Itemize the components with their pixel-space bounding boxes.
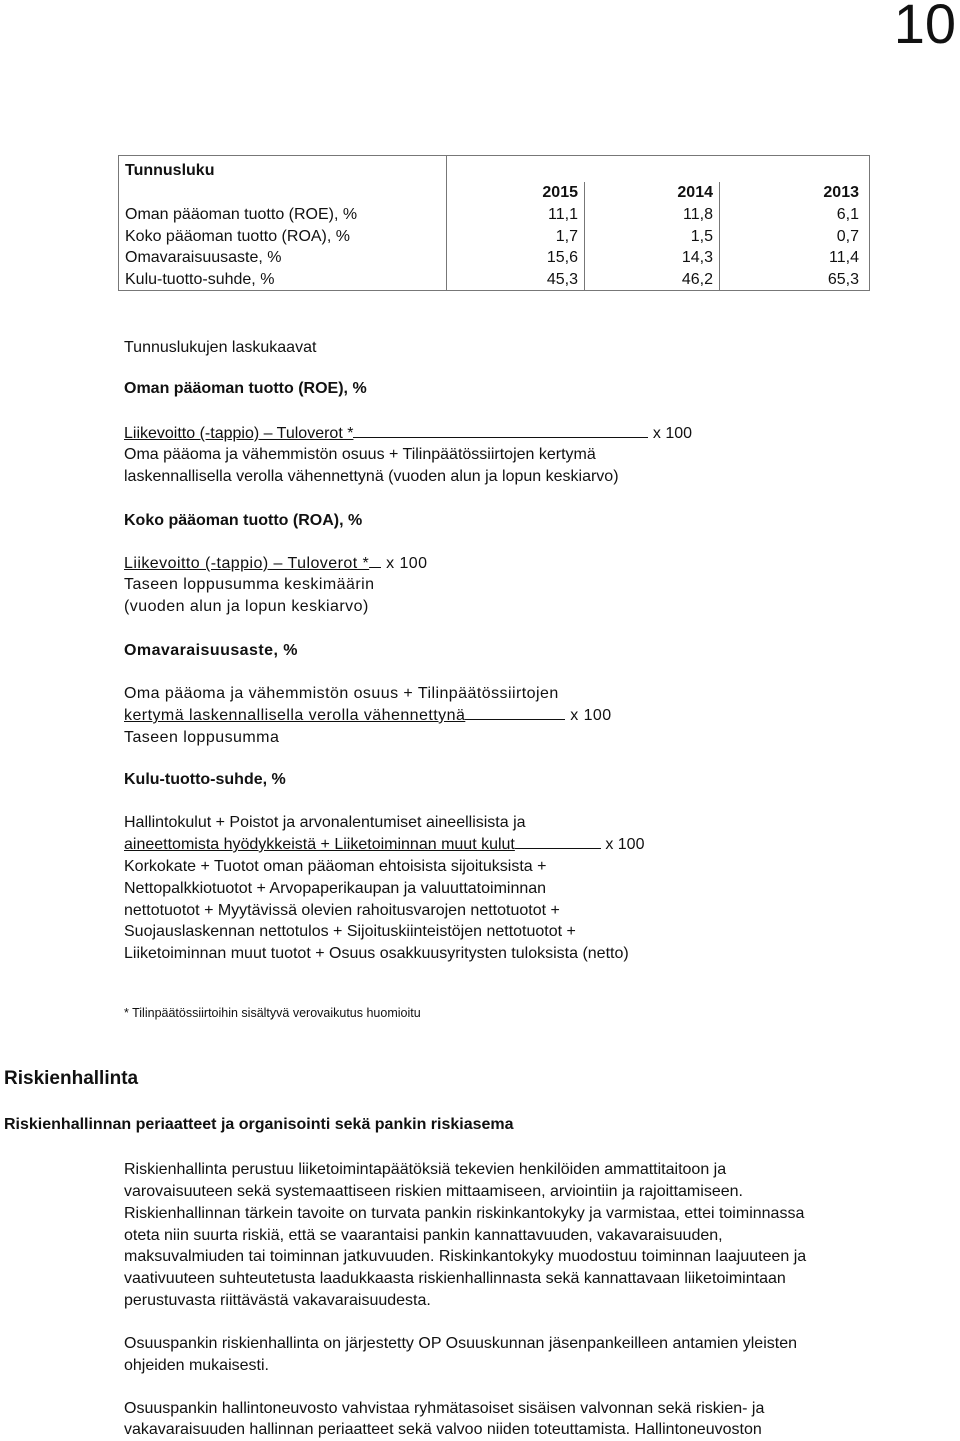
cell-value: 15,6 <box>447 247 585 269</box>
roe-numerator: Liikevoitto (-tappio) – Tuloverot * x 100 <box>124 425 693 442</box>
cost-income-denominator: Liiketoiminnan muut tuotot + Osuus osakkuusyritysten tuloksista (netto) <box>124 945 629 962</box>
cost-income-title: Kulu-tuotto-suhde, % <box>124 771 286 788</box>
cost-income-multiplier: x 100 <box>605 836 645 853</box>
cell-value: 65,3 <box>720 269 870 291</box>
cost-income-numerator: Hallintokulut + Poistot ja arvonalentumiset aineellisista ja <box>124 814 526 831</box>
roa-denominator: (vuoden alun ja lopun keskiarvo) <box>124 598 369 615</box>
cost-income-denominator: Nettopalkkiotuotot + Arvopaperikaupan ja valuuttatoiminnan <box>124 880 547 897</box>
cell-value: 0,7 <box>720 226 870 248</box>
table-row <box>119 247 870 269</box>
paragraph-line: maksuvalmiuden tai toiminnan jatkuvuuden. Riskinkantokyky muodostuu toiminnan laajuuteen ja <box>124 1248 807 1265</box>
cell-value: 46,2 <box>585 269 720 291</box>
roe-denominator: Oma pääoma ja vähemmistön osuus + Tilinpäätössiirtojen kertymä <box>124 446 596 463</box>
row-label: Koko pääoman tuotto (ROA), % <box>119 226 447 248</box>
cell-value: 6,1 <box>720 204 870 226</box>
roa-numerator: Liikevoitto (-tappio) – Tuloverot * x 100 <box>124 555 428 572</box>
row-label: Oman pääoman tuotto (ROE), % <box>119 204 447 226</box>
paragraph-line: Osuuspankin hallintoneuvosto vahvistaa ryhmätasoiset sisäisen valvonnan sekä riskien- ja <box>124 1400 765 1417</box>
paragraph-line: ohjeiden mukaisesti. <box>124 1357 269 1374</box>
row-label: Kulu-tuotto-suhde, % <box>119 269 447 291</box>
cell-value: 11,1 <box>447 204 585 226</box>
section-title: Riskienhallinta <box>4 1068 139 1089</box>
cost-income-numerator: aineettomista hyödykkeistä + Liiketoiminnan muut kulut x 100 <box>124 836 645 853</box>
formulas-heading: Tunnuslukujen laskukaavat <box>124 339 317 356</box>
roe-multiplier: x 100 <box>652 425 693 442</box>
roa-multiplier: x 100 <box>386 555 428 572</box>
paragraph-line: Riskienhallinta perustuu liiketoimintapäätöksiä tekevien henkilöiden ammattitaitoon ja <box>124 1161 727 1178</box>
roe-denominator: laskennallisella verolla vähennettynä (vuoden alun ja lopun keskiarvo) <box>124 468 619 485</box>
table-row <box>119 226 870 248</box>
equity-ratio-numerator: kertymä laskennallisella verolla vähennettynä x 100 <box>124 707 612 724</box>
cell-value: 11,4 <box>720 247 870 269</box>
cell-value: 1,7 <box>447 226 585 248</box>
footnote: * Tilinpäätössiirtoihin sisältyvä verovaikutus huomioitu <box>124 1006 421 1020</box>
cell-value: 11,8 <box>585 204 720 226</box>
paragraph-line: perustuvasta riittävästä vakavaraisuudesta. <box>124 1292 431 1309</box>
roa-title: Koko pääoman tuotto (ROA), % <box>124 512 363 529</box>
year-header: 2015 <box>447 182 585 204</box>
roa-denominator: Taseen loppusumma keskimäärin <box>124 576 375 593</box>
paragraph-line: Osuuspankin riskienhallinta on järjestetty OP Osuuskunnan jäsenpankeilleen antamien yleisten <box>124 1335 797 1352</box>
table-row <box>119 204 870 226</box>
paragraph-line: Riskienhallinnan tärkein tavoite on turvata pankin riskinkantokyky ja varmistaa, ettei toiminnassa <box>124 1205 805 1222</box>
equity-ratio-multiplier: x 100 <box>570 707 612 724</box>
year-header: 2014 <box>585 182 720 204</box>
cell-value: 14,3 <box>585 247 720 269</box>
paragraph-line: varovaisuuteen sekä systemaattiseen riskien mittaamiseen, arviointiin ja rajoittamiseen. <box>124 1183 743 1200</box>
equity-ratio-numerator: Oma pääoma ja vähemmistön osuus + Tilinpäätössiirtojen <box>124 685 559 702</box>
table-row <box>119 269 870 291</box>
paragraph-line: oteta niin suurta riskiä, että se vaarantaisi pankin kannattavuuden, vakavaraisuuden, <box>124 1227 723 1244</box>
page-number: 10 <box>893 0 956 55</box>
roe-title: Oman pääoman tuotto (ROE), % <box>124 380 367 397</box>
equity-ratio-denominator: Taseen loppusumma <box>124 729 280 746</box>
year-header: 2013 <box>720 182 870 204</box>
paragraph-line: vakavaraisuuden hallinnan periaatteet sekä valvoo niiden toteuttamista. Hallintoneuvoston <box>124 1421 762 1438</box>
paragraph-line: vaativuuteen suhteutetusta laadukkaasta riskienhallinnasta sekä kannattavaan liiketoimintaan <box>124 1270 786 1287</box>
row-label: Omavaraisuusaste, % <box>119 247 447 269</box>
key-figures-table <box>118 155 870 291</box>
equity-ratio-title: Omavaraisuusaste, % <box>124 642 298 659</box>
table-title: Tunnusluku <box>119 156 447 183</box>
section-subtitle: Riskienhallinnan periaatteet ja organisointi sekä pankin riskiasema <box>4 1116 514 1133</box>
cost-income-denominator: nettotuotot + Myytävissä olevien rahoitusvarojen nettotuotot + <box>124 902 560 919</box>
cell-value: 45,3 <box>447 269 585 291</box>
cost-income-denominator: Korkokate + Tuotot oman pääoman ehtoisista sijoituksista + <box>124 858 547 875</box>
cost-income-denominator: Suojauslaskennan nettotulos + Sijoituskiinteistöjen nettotuotot + <box>124 923 576 940</box>
cell-value: 1,5 <box>585 226 720 248</box>
